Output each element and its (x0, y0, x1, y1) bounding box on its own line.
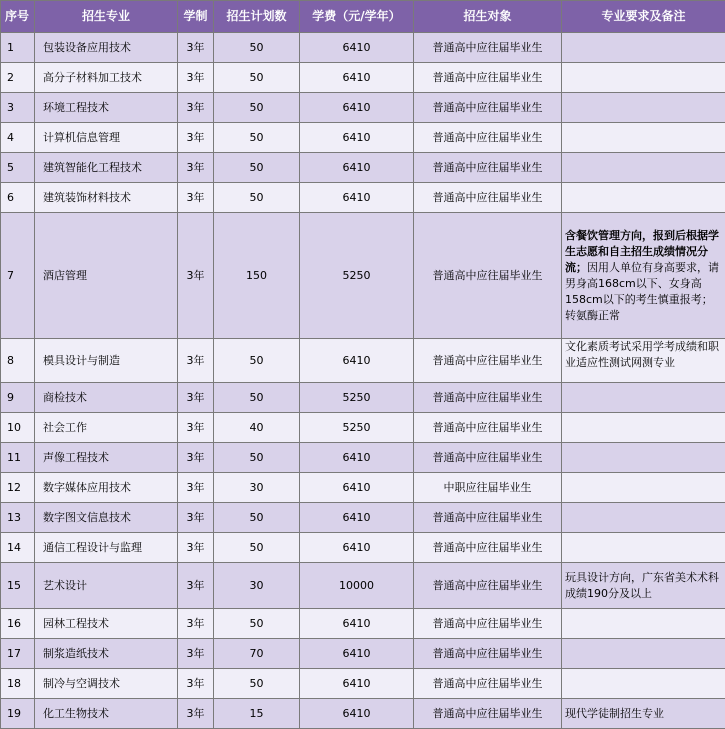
cell-years: 3年 (178, 563, 214, 609)
cell-major: 化工生物技术 (35, 699, 178, 729)
cell-index: 17 (1, 639, 35, 669)
table-row (1, 183, 725, 213)
header-target: 招生对象 (414, 1, 562, 33)
cell-tuition: 6410 (300, 443, 414, 473)
table-row (1, 339, 725, 383)
cell-note (562, 503, 725, 533)
cell-index: 9 (1, 383, 35, 413)
cell-plan: 50 (214, 33, 300, 63)
cell-note (562, 63, 725, 93)
cell-target: 普通高中应往届毕业生 (414, 609, 562, 639)
cell-tuition: 5250 (300, 383, 414, 413)
cell-tuition: 6410 (300, 669, 414, 699)
cell-tuition: 10000 (300, 563, 414, 609)
table-row (1, 383, 725, 413)
table-row (1, 63, 725, 93)
cell-years: 3年 (178, 443, 214, 473)
cell-target: 普通高中应往届毕业生 (414, 213, 562, 339)
cell-plan: 50 (214, 669, 300, 699)
cell-major: 通信工程设计与监理 (35, 533, 178, 563)
cell-plan: 50 (214, 93, 300, 123)
cell-tuition: 5250 (300, 213, 414, 339)
note-bold-text: 含餐饮管理方向，报到后根据学生志愿和自主招生成绩情况分流； (565, 229, 719, 274)
cell-tuition: 6410 (300, 123, 414, 153)
cell-index: 16 (1, 609, 35, 639)
table-row (1, 473, 725, 503)
cell-target: 中职应往届毕业生 (414, 473, 562, 503)
cell-major: 高分子材料加工技术 (35, 63, 178, 93)
cell-tuition: 5250 (300, 413, 414, 443)
cell-target: 普通高中应往届毕业生 (414, 123, 562, 153)
cell-index: 12 (1, 473, 35, 503)
cell-plan: 70 (214, 639, 300, 669)
cell-index: 15 (1, 563, 35, 609)
cell-target: 普通高中应往届毕业生 (414, 413, 562, 443)
cell-target: 普通高中应往届毕业生 (414, 93, 562, 123)
cell-major: 模具设计与制造 (35, 339, 178, 383)
cell-target: 普通高中应往届毕业生 (414, 153, 562, 183)
table-row (1, 669, 725, 699)
cell-years: 3年 (178, 383, 214, 413)
cell-note (562, 183, 725, 213)
cell-note (562, 473, 725, 503)
cell-target: 普通高中应往届毕业生 (414, 563, 562, 609)
cell-major: 声像工程技术 (35, 443, 178, 473)
cell-target: 普通高中应往届毕业生 (414, 183, 562, 213)
cell-major: 数字图文信息技术 (35, 503, 178, 533)
table-row (1, 413, 725, 443)
cell-major: 制冷与空调技术 (35, 669, 178, 699)
cell-tuition: 6410 (300, 699, 414, 729)
cell-major: 建筑智能化工程技术 (35, 153, 178, 183)
cell-target: 普通高中应往届毕业生 (414, 63, 562, 93)
table-row (1, 153, 725, 183)
cell-major: 环境工程技术 (35, 93, 178, 123)
cell-index: 5 (1, 153, 35, 183)
cell-years: 3年 (178, 473, 214, 503)
cell-target: 普通高中应往届毕业生 (414, 669, 562, 699)
cell-tuition: 6410 (300, 339, 414, 383)
cell-index: 13 (1, 503, 35, 533)
cell-plan: 50 (214, 123, 300, 153)
cell-tuition: 6410 (300, 609, 414, 639)
header-row (1, 1, 725, 33)
cell-tuition: 6410 (300, 33, 414, 63)
header-years: 学制 (178, 1, 214, 33)
cell-index: 19 (1, 699, 35, 729)
cell-years: 3年 (178, 153, 214, 183)
header-tuition: 学费（元/学年） (300, 1, 414, 33)
cell-index: 4 (1, 123, 35, 153)
cell-index: 1 (1, 33, 35, 63)
table-row (1, 213, 725, 339)
cell-tuition: 6410 (300, 473, 414, 503)
cell-years: 3年 (178, 339, 214, 383)
cell-major: 酒店管理 (35, 213, 178, 339)
cell-note (562, 153, 725, 183)
cell-years: 3年 (178, 213, 214, 339)
cell-years: 3年 (178, 413, 214, 443)
cell-plan: 15 (214, 699, 300, 729)
table-row (1, 33, 725, 63)
table-row (1, 93, 725, 123)
cell-major: 计算机信息管理 (35, 123, 178, 153)
cell-major: 包装设备应用技术 (35, 33, 178, 63)
cell-plan: 50 (214, 153, 300, 183)
cell-target: 普通高中应往届毕业生 (414, 339, 562, 383)
cell-tuition: 6410 (300, 533, 414, 563)
cell-index: 2 (1, 63, 35, 93)
cell-years: 3年 (178, 639, 214, 669)
table-row (1, 533, 725, 563)
cell-tuition: 6410 (300, 639, 414, 669)
cell-plan: 50 (214, 503, 300, 533)
cell-major: 艺术设计 (35, 563, 178, 609)
cell-plan: 30 (214, 473, 300, 503)
cell-note (562, 609, 725, 639)
cell-major: 数字媒体应用技术 (35, 473, 178, 503)
table-row (1, 563, 725, 609)
cell-index: 11 (1, 443, 35, 473)
cell-note (562, 383, 725, 413)
cell-index: 7 (1, 213, 35, 339)
cell-years: 3年 (178, 93, 214, 123)
cell-tuition: 6410 (300, 503, 414, 533)
cell-plan: 50 (214, 533, 300, 563)
cell-plan: 50 (214, 63, 300, 93)
cell-note (562, 533, 725, 563)
table-row (1, 699, 725, 729)
cell-years: 3年 (178, 33, 214, 63)
header-index: 序号 (1, 1, 35, 33)
cell-target: 普通高中应往届毕业生 (414, 503, 562, 533)
cell-index: 6 (1, 183, 35, 213)
cell-years: 3年 (178, 503, 214, 533)
cell-years: 3年 (178, 609, 214, 639)
cell-note (562, 93, 725, 123)
cell-note (562, 669, 725, 699)
cell-index: 10 (1, 413, 35, 443)
cell-target: 普通高中应往届毕业生 (414, 533, 562, 563)
cell-plan: 40 (214, 413, 300, 443)
cell-target: 普通高中应往届毕业生 (414, 699, 562, 729)
cell-years: 3年 (178, 63, 214, 93)
cell-target: 普通高中应往届毕业生 (414, 33, 562, 63)
cell-tuition: 6410 (300, 93, 414, 123)
table-row (1, 639, 725, 669)
cell-note (562, 213, 725, 339)
cell-note (562, 639, 725, 669)
cell-index: 8 (1, 339, 35, 383)
cell-note: 现代学徒制招生专业 (562, 699, 725, 729)
cell-target: 普通高中应往届毕业生 (414, 639, 562, 669)
header-major: 招生专业 (35, 1, 178, 33)
cell-major: 园林工程技术 (35, 609, 178, 639)
cell-tuition: 6410 (300, 63, 414, 93)
cell-major: 社会工作 (35, 413, 178, 443)
cell-tuition: 6410 (300, 183, 414, 213)
cell-major: 建筑装饰材料技术 (35, 183, 178, 213)
cell-note: 玩具设计方向，广东省美术术科成绩190分及以上 (562, 563, 725, 609)
note-rest-text: 因用人单位有身高要求，请男身高168cm以下、女身高158cm以下的考生慎重报考；转氨酶正常 (565, 261, 719, 322)
cell-note (562, 413, 725, 443)
cell-target: 普通高中应往届毕业生 (414, 443, 562, 473)
table-row (1, 503, 725, 533)
cell-years: 3年 (178, 123, 214, 153)
cell-index: 14 (1, 533, 35, 563)
cell-note (562, 33, 725, 63)
cell-target: 普通高中应往届毕业生 (414, 383, 562, 413)
cell-index: 3 (1, 93, 35, 123)
cell-plan: 50 (214, 183, 300, 213)
cell-major: 制浆造纸技术 (35, 639, 178, 669)
table-row (1, 123, 725, 153)
cell-years: 3年 (178, 183, 214, 213)
cell-plan: 50 (214, 443, 300, 473)
cell-plan: 50 (214, 339, 300, 383)
cell-plan: 150 (214, 213, 300, 339)
table-row (1, 443, 725, 473)
cell-plan: 50 (214, 609, 300, 639)
cell-years: 3年 (178, 533, 214, 563)
cell-note (562, 123, 725, 153)
table-row (1, 609, 725, 639)
header-plan: 招生计划数 (214, 1, 300, 33)
header-notes: 专业要求及备注 (562, 1, 725, 33)
cell-plan: 30 (214, 563, 300, 609)
cell-index: 18 (1, 669, 35, 699)
cell-tuition: 6410 (300, 153, 414, 183)
cell-years: 3年 (178, 669, 214, 699)
cell-note (562, 443, 725, 473)
cell-plan: 50 (214, 383, 300, 413)
cell-years: 3年 (178, 699, 214, 729)
cell-note: 文化素质考试采用学考成绩和职业适应性测试网测专业 (562, 339, 725, 383)
cell-major: 商检技术 (35, 383, 178, 413)
